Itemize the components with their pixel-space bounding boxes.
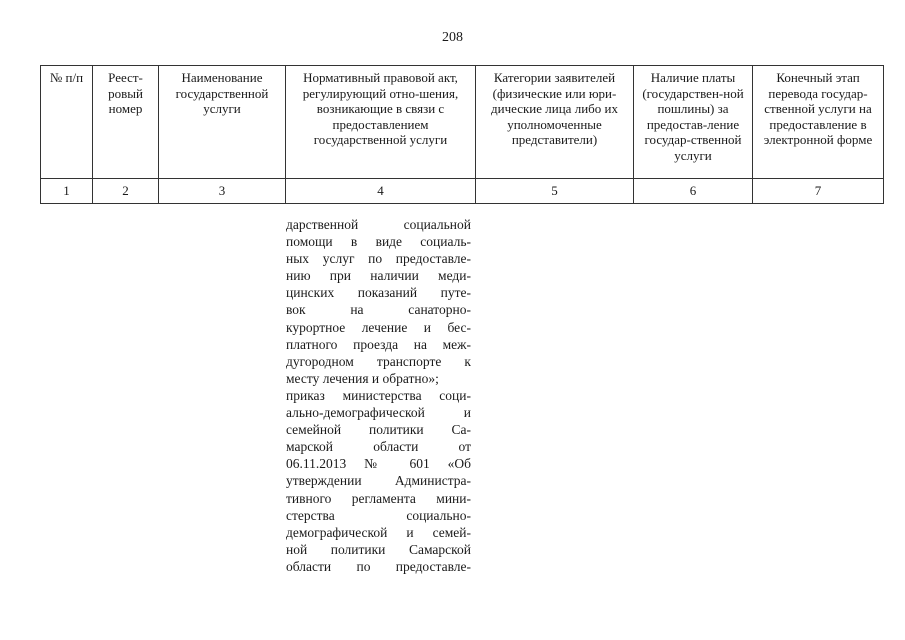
text-line: 06.11.2013 № 601 «Об bbox=[286, 456, 471, 472]
text-line: курортное лечение и бес- bbox=[286, 319, 471, 335]
regulatory-act-text bbox=[286, 216, 471, 575]
text-line: стерства социально- bbox=[286, 507, 471, 523]
text-line: нию при наличии меди- bbox=[286, 268, 471, 284]
column-number: 5 bbox=[476, 179, 634, 204]
text-line: приказ министерства соци- bbox=[286, 387, 471, 403]
text-line: платного проезда на меж- bbox=[286, 336, 471, 352]
text-line: ных услуг по предоставле- bbox=[286, 251, 471, 267]
header-cell: Наличие платы (государствен-ной пошлины) за предостав-ление государ-ственной услуги bbox=[634, 66, 753, 179]
text-line: вок на санаторно- bbox=[286, 302, 471, 318]
text-line: марской области от bbox=[286, 439, 471, 455]
header-cell: Конечный этап перевода государ-ственной услуги на предоставление в электронной форме bbox=[753, 66, 884, 179]
header-cell: Наименование государственной услуги bbox=[159, 66, 286, 179]
registry-table bbox=[40, 65, 884, 204]
column-number: 7 bbox=[753, 179, 884, 204]
page-number: 208 bbox=[442, 30, 463, 45]
text-line: демографической и семей- bbox=[286, 524, 471, 540]
header-cell: Категории заявителей (физические или юри-дические лица либо их уполномоченные представители) bbox=[476, 66, 634, 179]
header-cell: Реест-ровый номер bbox=[93, 66, 159, 179]
text-line: месту лечения и обратно»; bbox=[286, 370, 439, 386]
text-line: ной политики Самарской bbox=[286, 541, 471, 557]
column-number: 4 bbox=[286, 179, 476, 204]
column-number: 2 bbox=[93, 179, 159, 204]
text-line: утверждении Администра- bbox=[286, 473, 471, 489]
text-line: помощи в виде социаль- bbox=[286, 234, 471, 250]
column-number: 1 bbox=[41, 179, 93, 204]
table-header-row bbox=[41, 66, 884, 179]
column-number: 6 bbox=[634, 179, 753, 204]
text-line: цинских показаний путе- bbox=[286, 285, 471, 301]
text-line: ально-демографической и bbox=[286, 405, 471, 421]
text-line: тивного регламента мини- bbox=[286, 490, 471, 506]
header-cell: Нормативный правовой акт, регулирующий отно-шения, возникающие в связи с предоставлением государственной услуги bbox=[286, 66, 476, 179]
column-number-row bbox=[41, 179, 884, 204]
text-line: семейной политики Са- bbox=[286, 422, 471, 438]
column-number: 3 bbox=[159, 179, 286, 204]
header-cell: № п/п bbox=[41, 66, 93, 179]
text-line: области по предоставле- bbox=[286, 558, 471, 574]
text-line: дугородном транспорте к bbox=[286, 353, 471, 369]
text-line: дарственной социальной bbox=[286, 217, 471, 232]
